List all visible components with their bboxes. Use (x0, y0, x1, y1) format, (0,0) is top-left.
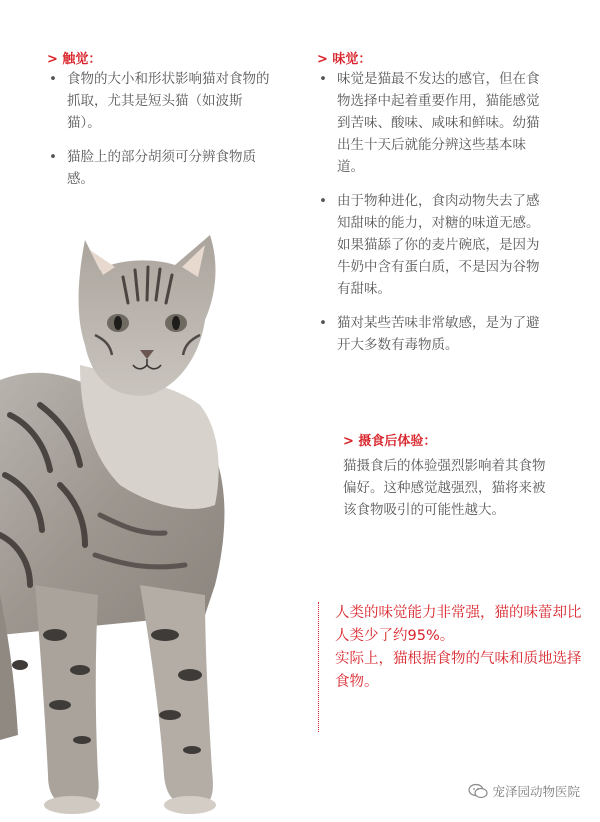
bullet-icon: • (319, 71, 327, 87)
list-item (47, 146, 272, 190)
cat-photo (0, 215, 300, 818)
post-ingestion-text: 猫摄食后的体验强烈影响着其食物偏好。这种感觉越强烈，猫将来被该食物吸引的可能性越大。 (343, 458, 546, 518)
bullet-icon: • (319, 193, 327, 209)
taste-title: > 味觉： (317, 52, 372, 67)
tabby-cat-illustration (0, 215, 300, 818)
list-item (47, 68, 272, 134)
taste-fact-callout (318, 602, 585, 732)
touch-bullet-2: 猫脸上的部分胡须可分辨食物质感。 (67, 149, 256, 187)
touch-title: > 触觉： (47, 52, 102, 67)
touch-bullet-list (47, 68, 272, 202)
bullet-icon: • (319, 315, 327, 331)
taste-bullet-1: 味觉是猫最不发达的感官，但在食物选择中起着重要作用，猫能感觉到苦味、酸味、咸味和鲜味。幼猫出生十天后就能分辨这些基本味道。 (337, 71, 540, 175)
wechat-icon (468, 783, 488, 799)
list-item (317, 312, 547, 356)
callout-line-2: 实际上，猫根据食物的气味和质地选择食物。 (335, 651, 582, 690)
taste-bullet-list (317, 68, 547, 368)
taste-bullet-2: 由于物种进化，食肉动物失去了感知甜味的能力，对糖的味道无感。如果猫舔了你的麦片碗底，是因为牛奶中含有蛋白质，不是因为谷物有甜味。 (337, 193, 540, 297)
touch-bullet-1: 食物的大小和形状影响猫对食物的抓取，尤其是短头猫（如波斯猫）。 (67, 71, 270, 131)
bullet-icon: • (49, 149, 57, 165)
watermark-text: 宠泽园动物医院 (492, 784, 580, 799)
list-item (317, 190, 547, 300)
taste-bullet-3: 猫对某些苦味非常敏感，是为了避开大多数有毒物质。 (337, 315, 540, 353)
callout-line-1: 人类的味觉能力非常强，猫的味蕾却比人类少了约95%。 (335, 605, 582, 644)
bullet-icon: • (49, 71, 57, 87)
watermark (468, 782, 580, 800)
post-ingestion-title: > 摄食后体验： (343, 434, 437, 449)
list-item (317, 68, 547, 178)
